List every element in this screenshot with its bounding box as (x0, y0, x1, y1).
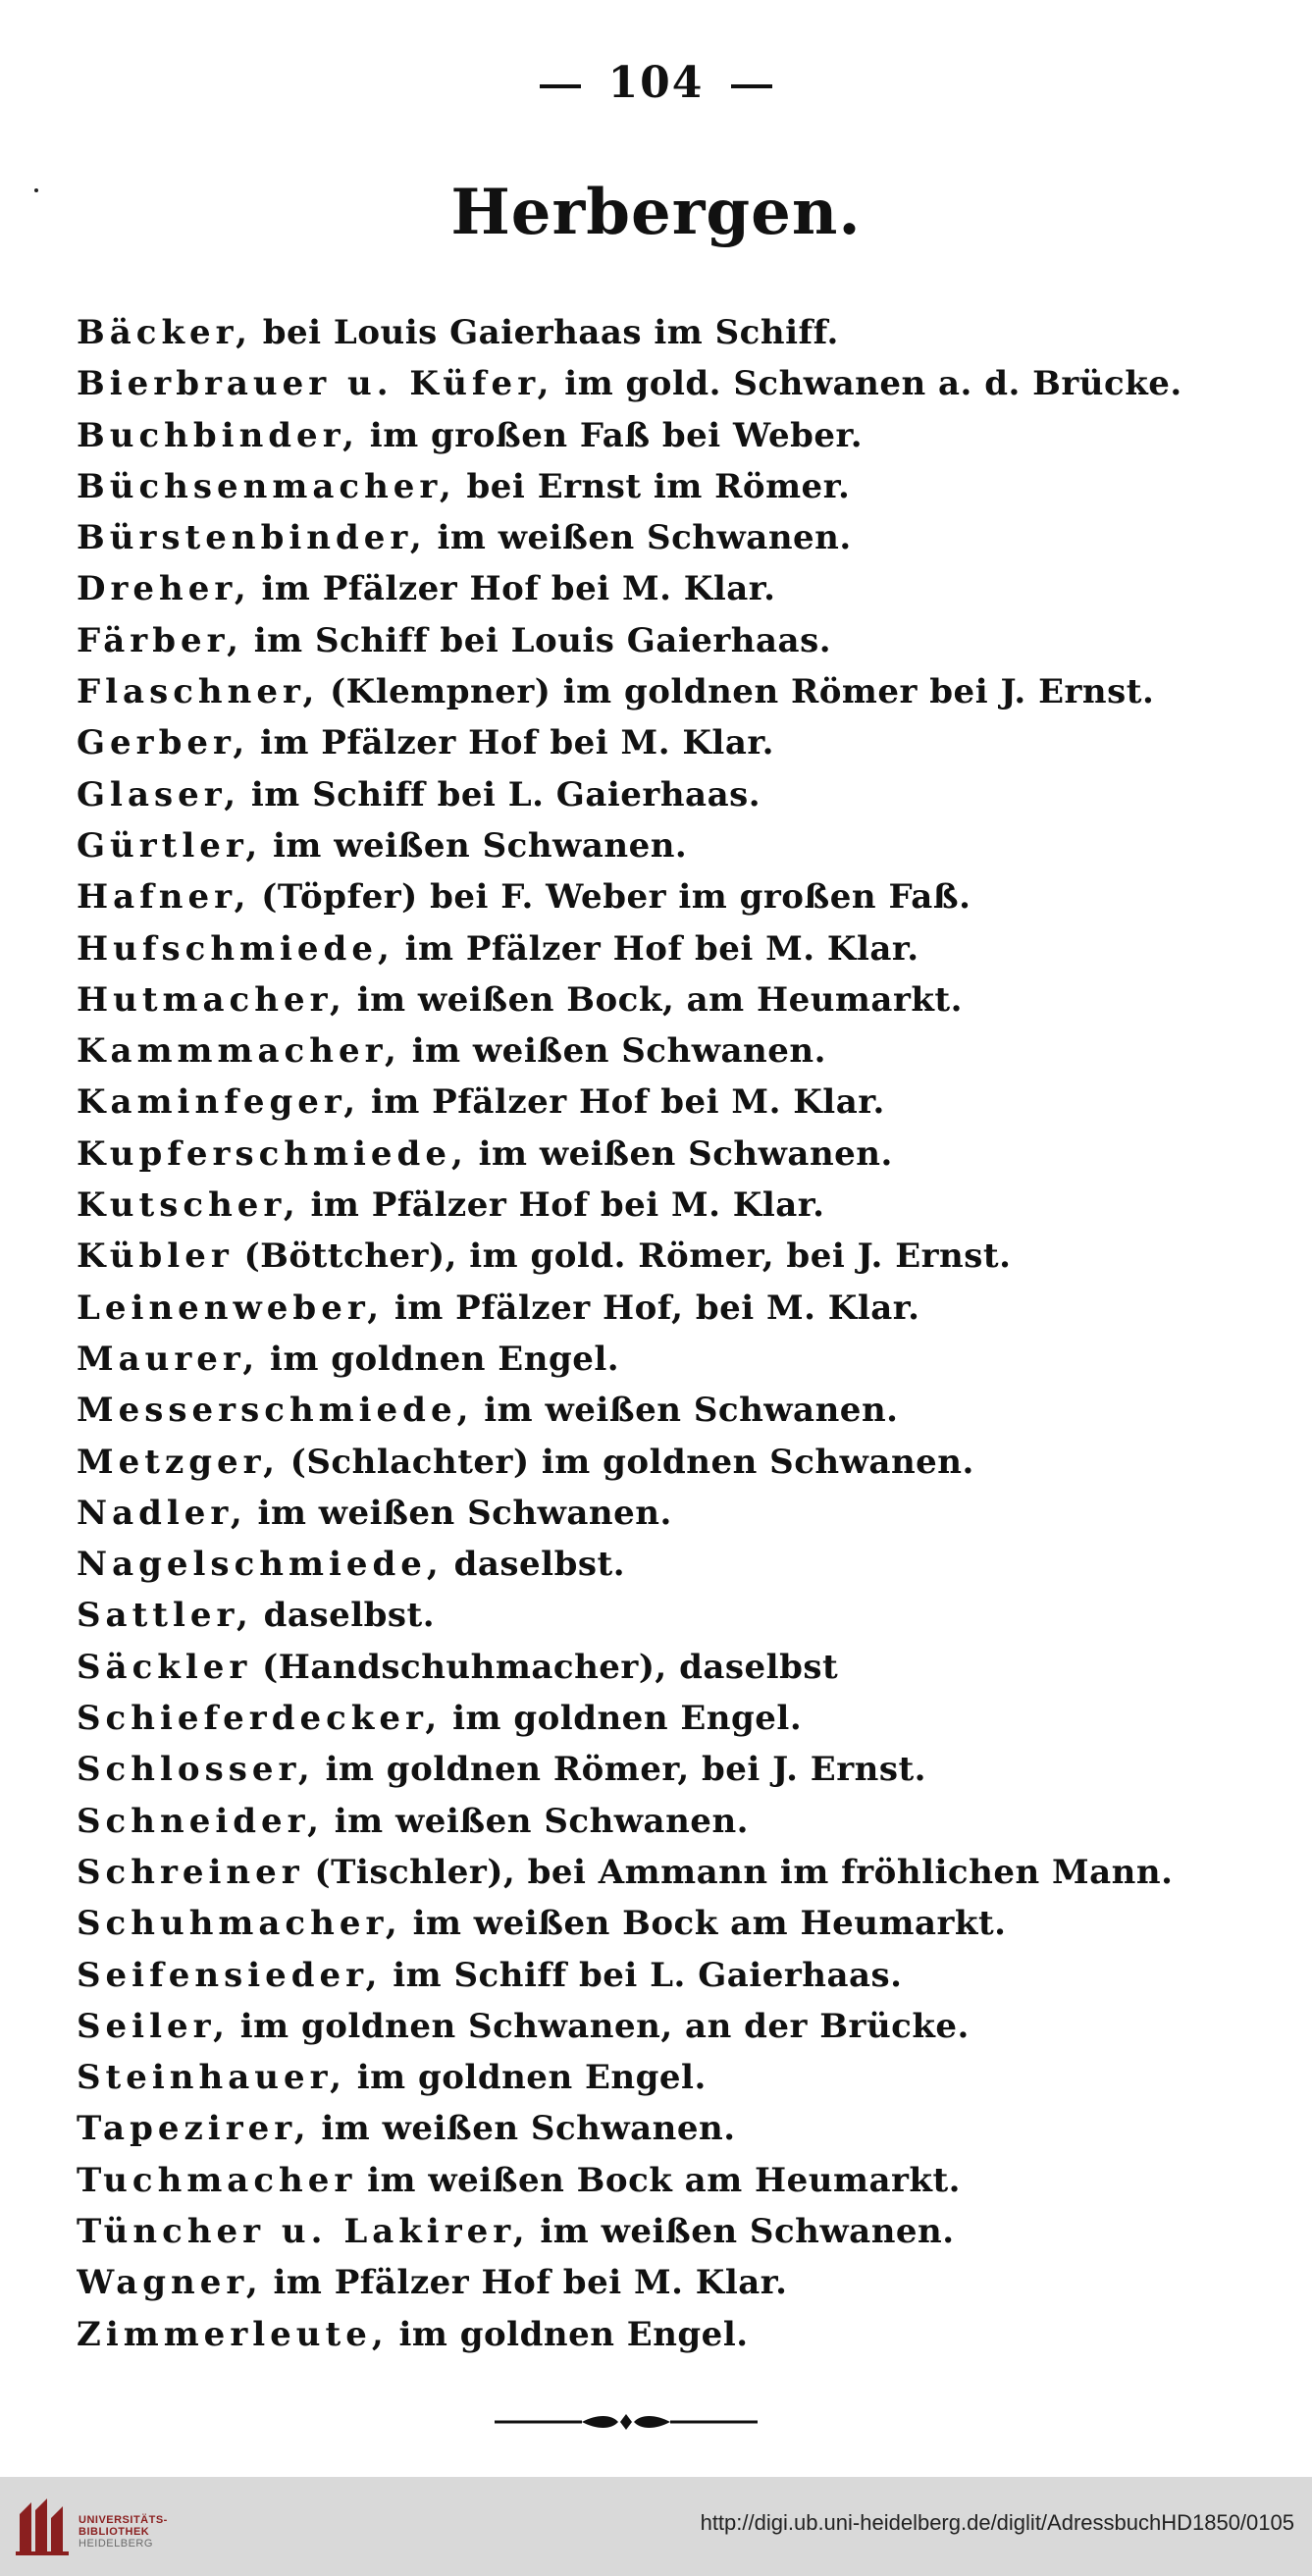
lodging-place: im großen Faß bei Weber. (369, 415, 864, 455)
trade-name: Nagelschmiede, (77, 1545, 444, 1585)
page-number-header (0, 54, 1312, 113)
lodging-place: im weißen Bock am Heumarkt. (412, 1904, 1007, 1944)
lodging-place: im goldnen Schwanen, an der Brücke. (239, 2006, 970, 2046)
lodging-entry (77, 2155, 1293, 2206)
right-dash (731, 84, 772, 88)
lodging-place: im Schiff bei L. Gaierhaas. (393, 1955, 903, 1995)
trade-name: Seifensieder, (77, 1955, 383, 1995)
trade-name: Schreiner (77, 1852, 304, 1892)
lodging-entry (77, 2257, 1293, 2308)
lodging-entry (77, 1847, 1293, 1898)
lodging-entry (77, 871, 1293, 922)
trade-name: Sattler, (77, 1596, 253, 1636)
lodging-place: im Pfälzer Hof bei M. Klar. (260, 723, 774, 763)
lodging-entry (77, 1693, 1293, 1744)
trade-name: Bürstenbinder, (77, 518, 427, 558)
lodging-entry (77, 1437, 1293, 1488)
lodging-place: im weißen Schwanen. (484, 1391, 899, 1431)
lodging-place: im weißen Schwanen. (478, 1133, 893, 1174)
lodging-entry (77, 1796, 1293, 1847)
trade-name: Zimmerleute, (77, 2314, 389, 2354)
trade-name: Wagner, (77, 2263, 263, 2303)
lodging-entry (77, 2001, 1293, 2052)
source-url-link[interactable]: http://digi.ub.uni-heidelberg.de/diglit/AdressbuchHD1850/0105 (700, 2510, 1294, 2535)
lodging-place: im weißen Schwanen. (257, 1493, 672, 1533)
lodging-entry (77, 1744, 1293, 1795)
lodging-entry (77, 1180, 1293, 1231)
ornament-divider (489, 2410, 763, 2434)
trade-name: Maurer, (77, 1339, 260, 1379)
trade-name: Metzger, (77, 1442, 280, 1482)
lodging-place: im Schiff bei Louis Gaierhaas. (253, 620, 832, 660)
lodging-entry (77, 410, 1293, 461)
lodging-list (77, 307, 1293, 2360)
trade-name: Tuchmacher (77, 2160, 357, 2200)
lodging-entry (77, 461, 1293, 512)
lodging-entry (77, 615, 1293, 666)
trade-name: Hufschmiede, (77, 928, 394, 969)
lodging-entry (77, 1129, 1293, 1180)
lodging-place: bei Ernst im Römer. (466, 466, 851, 506)
trade-name: Säckler (77, 1647, 252, 1687)
lodging-entry (77, 923, 1293, 974)
lodging-place: (Töpfer) bei F. Weber im großen Faß. (261, 877, 971, 918)
lodging-entry (77, 2052, 1293, 2103)
lodging-entry (77, 974, 1293, 1025)
page-title: Herbergen. (450, 176, 862, 249)
lodging-place: im Pfälzer Hof bei M. Klar. (404, 928, 919, 969)
trade-name: Steinhauer, (77, 2058, 346, 2098)
trade-name: Büchsenmacher, (77, 466, 456, 506)
lodging-place: im weißen Schwanen. (437, 518, 852, 558)
lodging-entry (77, 1950, 1293, 2001)
page-number: 104 (607, 58, 705, 108)
trade-name: Gürtler, (77, 825, 263, 866)
lodging-entry (77, 358, 1293, 409)
lodging-entry (77, 1539, 1293, 1590)
lodging-place: im weißen Schwanen. (540, 2211, 955, 2251)
lodging-entry (77, 769, 1293, 820)
trade-name: Messerschmiede, (77, 1391, 474, 1431)
logo-line-1: UNIVERSITÄTS- (79, 2514, 168, 2526)
left-dash (540, 84, 581, 88)
trade-name: Bierbrauer u. Küfer, (77, 364, 554, 404)
lodging-place: im weißen Schwanen. (273, 825, 688, 866)
trade-name: Gerber, (77, 723, 250, 763)
trade-name: Buchbinder, (77, 415, 359, 455)
lodging-entry (77, 666, 1293, 717)
lodging-entry (77, 1231, 1293, 1282)
trade-name: Kutscher, (77, 1185, 300, 1226)
lodging-place: im gold. Schwanen a. d. Brücke. (564, 364, 1182, 404)
lodging-entry (77, 2206, 1293, 2257)
logo-line-3: HEIDELBERG (79, 2538, 153, 2550)
trade-name: Kupferschmiede, (77, 1133, 468, 1174)
lodging-place: (Böttcher), im gold. Römer, bei J. Ernst. (243, 1236, 1012, 1277)
logo-line-2: BIBLIOTHEK (79, 2526, 150, 2538)
lodging-place: im goldnen Römer, bei J. Ernst. (325, 1750, 927, 1790)
lodging-entry (77, 512, 1293, 563)
lodging-entry (77, 1590, 1293, 1641)
lodging-place: bei Louis Gaierhaas im Schiff. (262, 313, 839, 352)
lodging-place: (Handschuhmacher), daselbst (262, 1647, 839, 1687)
lodging-place: im Schiff bei L. Gaierhaas. (250, 774, 761, 815)
logo-wordmark (79, 2514, 168, 2550)
lodging-place: im goldnen Engel. (398, 2314, 749, 2354)
trade-name: Glaser, (77, 774, 241, 815)
lodging-place: im Pfälzer Hof bei M. Klar. (273, 2263, 788, 2303)
lodging-entry (77, 563, 1293, 614)
trade-name: Kammmacher, (77, 1031, 401, 1072)
trade-name: Leinenweber, (77, 1288, 385, 1328)
lodging-entry (77, 2309, 1293, 2360)
trade-name: Kübler (77, 1236, 234, 1277)
lodging-place: im goldnen Engel. (452, 1699, 803, 1739)
lodging-entry (77, 1642, 1293, 1693)
lodging-entry (77, 2103, 1293, 2154)
lodging-place: im goldnen Engel. (270, 1339, 620, 1379)
trade-name: Schlosser, (77, 1750, 315, 1790)
footer-bar (0, 2477, 1312, 2576)
lodging-place: im Pfälzer Hof bei M. Klar. (310, 1185, 825, 1226)
lodging-place: im goldnen Engel. (356, 2058, 707, 2098)
lodging-entry (77, 1898, 1293, 1949)
trade-name: Seiler, (77, 2006, 230, 2046)
lodging-entry (77, 307, 1293, 358)
lodging-place: im weißen Bock am Heumarkt. (367, 2160, 962, 2200)
lodging-place: im weißen Schwanen. (411, 1031, 826, 1072)
lodging-place: im Pfälzer Hof bei M. Klar. (261, 569, 776, 609)
lodging-place: im weißen Bock, am Heumarkt. (356, 979, 963, 1020)
lodging-entry (77, 1488, 1293, 1539)
lodging-place: im Pfälzer Hof bei M. Klar. (370, 1082, 885, 1123)
lodging-entry (77, 1025, 1293, 1077)
trade-name: Bäcker, (77, 313, 252, 352)
lodging-place: daselbst. (263, 1596, 436, 1636)
lodging-entry (77, 1385, 1293, 1436)
lodging-place: im weißen Schwanen. (334, 1801, 749, 1841)
trade-name: Schneider, (77, 1801, 324, 1841)
trade-name: Flaschner, (77, 672, 320, 712)
lodging-entry (77, 1334, 1293, 1385)
lodging-place: im weißen Schwanen. (321, 2109, 736, 2149)
lodging-place: (Schlachter) im goldnen Schwanen. (289, 1442, 974, 1482)
lodging-entry (77, 717, 1293, 768)
lodging-entry (77, 1283, 1293, 1334)
trade-name: Färber, (77, 620, 243, 660)
trade-name: Dreher, (77, 569, 251, 609)
trade-name: Hutmacher, (77, 979, 346, 1020)
lodging-place: daselbst. (453, 1545, 626, 1585)
trade-name: Nadler, (77, 1493, 247, 1533)
lodging-place: (Tischler), bei Ammann im fröhlichen Mann. (314, 1852, 1174, 1892)
lodging-entry (77, 1077, 1293, 1128)
trade-name: Tüncher u. Lakirer, (77, 2211, 530, 2251)
trade-name: Schuhmacher, (77, 1904, 402, 1944)
lodging-place: (Klempner) im goldnen Römer bei J. Ernst. (330, 672, 1155, 712)
trade-name: Hafner, (77, 877, 251, 918)
university-library-logo-icon (14, 2495, 73, 2557)
trade-name: Schieferdecker, (77, 1699, 443, 1739)
lodging-place: im Pfälzer Hof, bei M. Klar. (394, 1288, 920, 1328)
trade-name: Kaminfeger, (77, 1082, 361, 1123)
lodging-entry (77, 820, 1293, 871)
trade-name: Tapezirer, (77, 2109, 311, 2149)
